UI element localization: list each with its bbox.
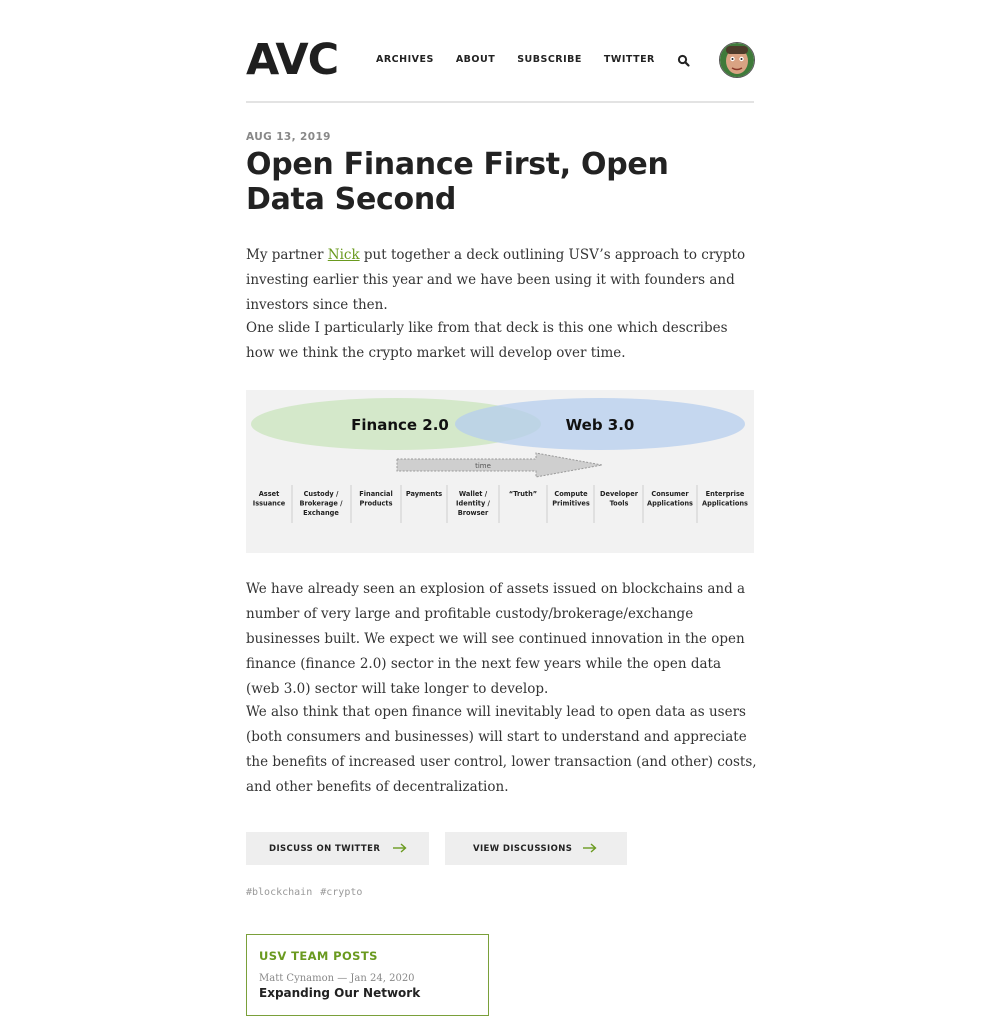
search-icon[interactable] — [677, 54, 691, 68]
category-label: Issuance — [252, 499, 286, 508]
category-label: Browser — [457, 509, 489, 517]
site-header — [246, 0, 754, 103]
category-label: Payments — [405, 490, 443, 498]
tag-crypto[interactable]: #crypto — [320, 887, 363, 898]
usv-team-posts-box — [246, 934, 489, 1016]
web3-label: Web 3.0 — [565, 416, 635, 434]
post-paragraph-2: One slide I particularly like from that deck is this one which describes how we think the crypto market will develop over time. — [246, 320, 728, 361]
post-tags — [246, 887, 370, 898]
p1-text-after: put together a deck outlining USV’s approach to crypto investing earlier this year and we have been using it with founders and investors since then. — [246, 247, 746, 313]
category-label: Asset — [258, 490, 280, 498]
category-label: Identity / — [456, 499, 490, 508]
category-label: Applications — [702, 499, 748, 508]
category-label: Products — [359, 499, 393, 508]
nav-twitter[interactable]: TWITTER — [603, 54, 655, 65]
category-label: Exchange — [303, 509, 339, 517]
nav-about[interactable]: ABOUT — [455, 54, 496, 65]
view-discussions-button[interactable] — [445, 832, 627, 865]
author-avatar[interactable] — [719, 42, 755, 78]
post-date: AUG 13, 2019 — [246, 131, 331, 143]
page-container — [246, 0, 757, 1000]
nav-archives[interactable]: ARCHIVES — [376, 54, 434, 65]
usv-post-title[interactable]: Expanding Our Network — [259, 986, 421, 1000]
post-title: Open Finance First, Open Data Second — [246, 147, 669, 217]
category-label: Applications — [647, 499, 693, 508]
usv-post-meta: Matt Cynamon — Jan 24, 2020 — [259, 973, 415, 984]
category-label: “Truth” — [508, 490, 538, 498]
category-label: Consumer — [651, 490, 689, 498]
category-label: Custody / — [303, 490, 339, 498]
nav-subscribe[interactable]: SUBSCRIBE — [517, 54, 582, 65]
post-paragraph-1 — [246, 243, 758, 318]
discuss-button-label: DISCUSS ON TWITTER — [269, 843, 381, 854]
category-label: Compute — [554, 490, 588, 498]
category-label: Primitives — [552, 499, 590, 508]
usv-box-title: USV TEAM POSTS — [259, 949, 378, 963]
category-label: Tools — [609, 499, 629, 508]
discuss-on-twitter-button[interactable] — [246, 832, 429, 865]
finance-label: Finance 2.0 — [351, 416, 449, 434]
time-label: time — [475, 462, 491, 470]
category-label: Financial — [359, 490, 393, 498]
arrow-right-icon — [583, 843, 597, 853]
site-logo[interactable]: AVC — [246, 35, 339, 85]
crypto-market-diagram — [246, 390, 754, 553]
category-columns — [253, 485, 748, 523]
post-paragraph-3: We have already seen an explosion of assets issued on blockchains and a number of very large and profitable custody/brokerage/exchange businesses built. We expect we will see continued innovation in the open finance (finance 2.0) sector in the next few years while the open data (web 3.0) sector will take longer to develop. — [246, 581, 746, 697]
main-nav — [376, 54, 677, 65]
partner-link[interactable]: Nick — [327, 247, 360, 263]
time-arrow — [397, 453, 602, 477]
tag-blockchain[interactable]: #blockchain — [246, 887, 313, 898]
p1-text-before: My partner — [246, 247, 328, 263]
arrow-right-icon — [393, 843, 407, 853]
category-label: Brokerage / — [299, 499, 343, 508]
view-button-label: VIEW DISCUSSIONS — [473, 843, 573, 854]
category-label: Wallet / — [458, 490, 488, 498]
category-label: Developer — [600, 490, 638, 498]
post-paragraph-4: We also think that open finance will inevitably lead to open data as users (both consumers and businesses) will start to understand and appreciate the benefits of increased user control, lower transaction (and other) costs, and other benefits of decentralization. — [246, 704, 757, 795]
category-label: Enterprise — [705, 490, 745, 498]
